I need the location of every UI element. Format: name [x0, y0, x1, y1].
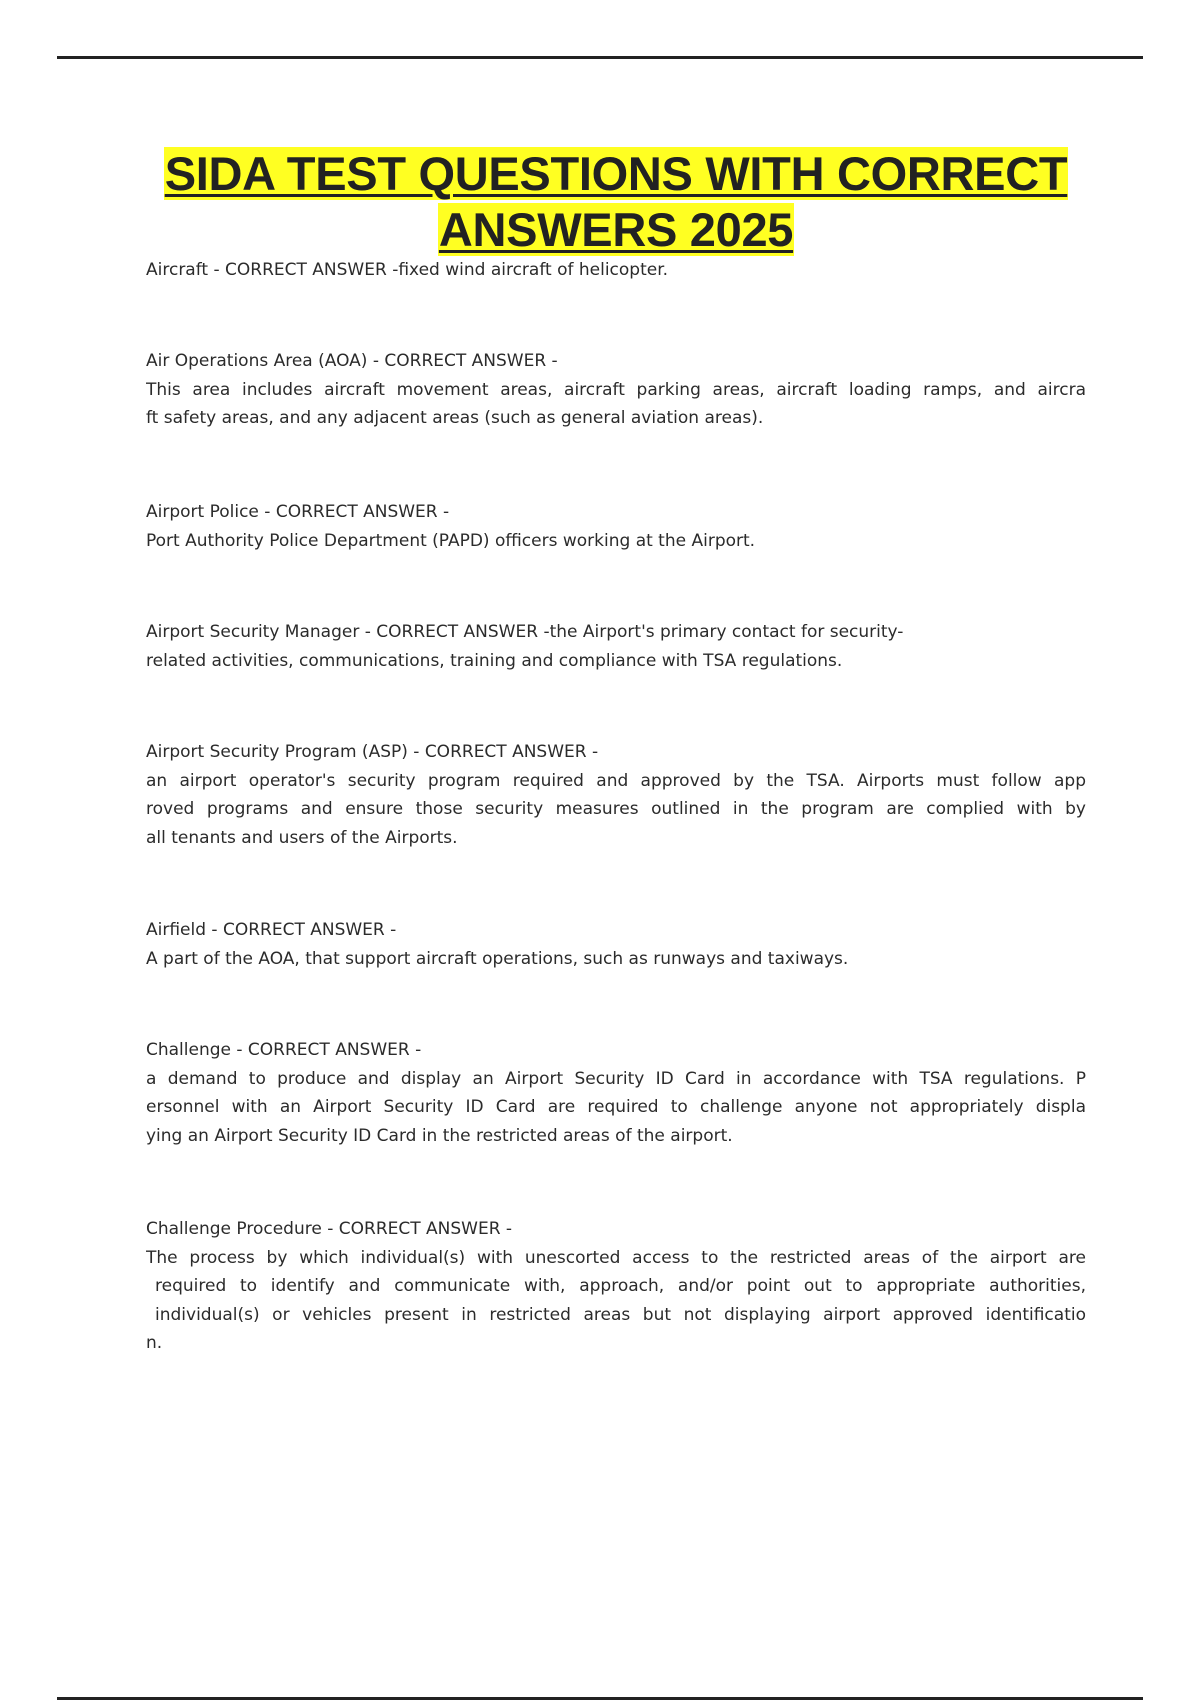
entry-line: roved programs and ensure those security measures outlined in the program are complied with by — [146, 799, 1086, 819]
entry-line: n. — [146, 1333, 163, 1353]
entry-line: Aircraft - CORRECT ANSWER -fixed wind aircraft of helicopter. — [146, 260, 669, 280]
entry-line: A part of the AOA, that support aircraft operations, such as runways and taxiways. — [146, 948, 849, 969]
entry-line: related activities, communications, training and compliance with TSA regulations. — [146, 650, 843, 671]
entry-term-line: Airport Police - CORRECT ANSWER - — [146, 502, 450, 522]
entry-term-line: Airport Security Program (ASP) - CORRECT ANSWER - — [146, 742, 599, 762]
entry-line: individual(s) or vehicles present in restricted areas but not displaying airport approved identificatio — [155, 1304, 1086, 1325]
definition-entry-airport-security-manager — [146, 618, 1086, 675]
definition-entry-airfield — [146, 916, 1086, 973]
entry-line: ft safety areas, and any adjacent areas (such as general aviation areas). — [146, 408, 764, 428]
definition-entry-challenge-procedure — [146, 1215, 1086, 1358]
entry-line: an airport operator's security program required and approved by the TSA. Airports must follow app — [146, 770, 1086, 791]
entry-line: a demand to produce and display an Airport Security ID Card in accordance with TSA regulations. P — [146, 1068, 1086, 1089]
entry-line: required to identify and communicate with, approach, and/or point out to appropriate authorities, — [155, 1276, 1086, 1296]
header-rule — [57, 56, 1143, 59]
title-line-2: ANSWERS 2025 — [438, 203, 794, 256]
definition-entry-asp — [146, 738, 1086, 852]
document-title — [146, 146, 1086, 258]
entry-term-line: Challenge - CORRECT ANSWER - — [146, 1040, 422, 1060]
definition-entry-airport-police — [146, 498, 1086, 555]
entry-line: all tenants and users of the Airports. — [146, 827, 458, 848]
entry-term-line: Airfield - CORRECT ANSWER - — [146, 920, 397, 940]
title-line-1: SIDA TEST QUESTIONS WITH CORRECT — [164, 147, 1068, 200]
definition-entry-aoa — [146, 347, 1086, 433]
entry-line: The process by which individual(s) with unescorted access to the restricted areas of the airport are — [146, 1247, 1086, 1268]
entry-line: This area includes aircraft movement areas, aircraft parking areas, aircraft loading ramps, and aircra — [146, 379, 1086, 400]
entry-term-line: Air Operations Area (AOA) - CORRECT ANSWER - — [146, 351, 558, 371]
entry-line: Port Authority Police Department (PAPD) officers working at the Airport. — [146, 530, 756, 551]
entry-line: ying an Airport Security ID Card in the restricted areas of the airport. — [146, 1125, 733, 1146]
definition-entry-aircraft — [146, 256, 1086, 285]
entry-line: Airport Security Manager - CORRECT ANSWER -the Airport's primary contact for security- — [146, 622, 904, 642]
definition-entry-challenge — [146, 1036, 1086, 1150]
entry-term-line: Challenge Procedure - CORRECT ANSWER - — [146, 1219, 513, 1239]
entry-line: ersonnel with an Airport Security ID Card are required to challenge anyone not appropriately displa — [146, 1097, 1086, 1117]
